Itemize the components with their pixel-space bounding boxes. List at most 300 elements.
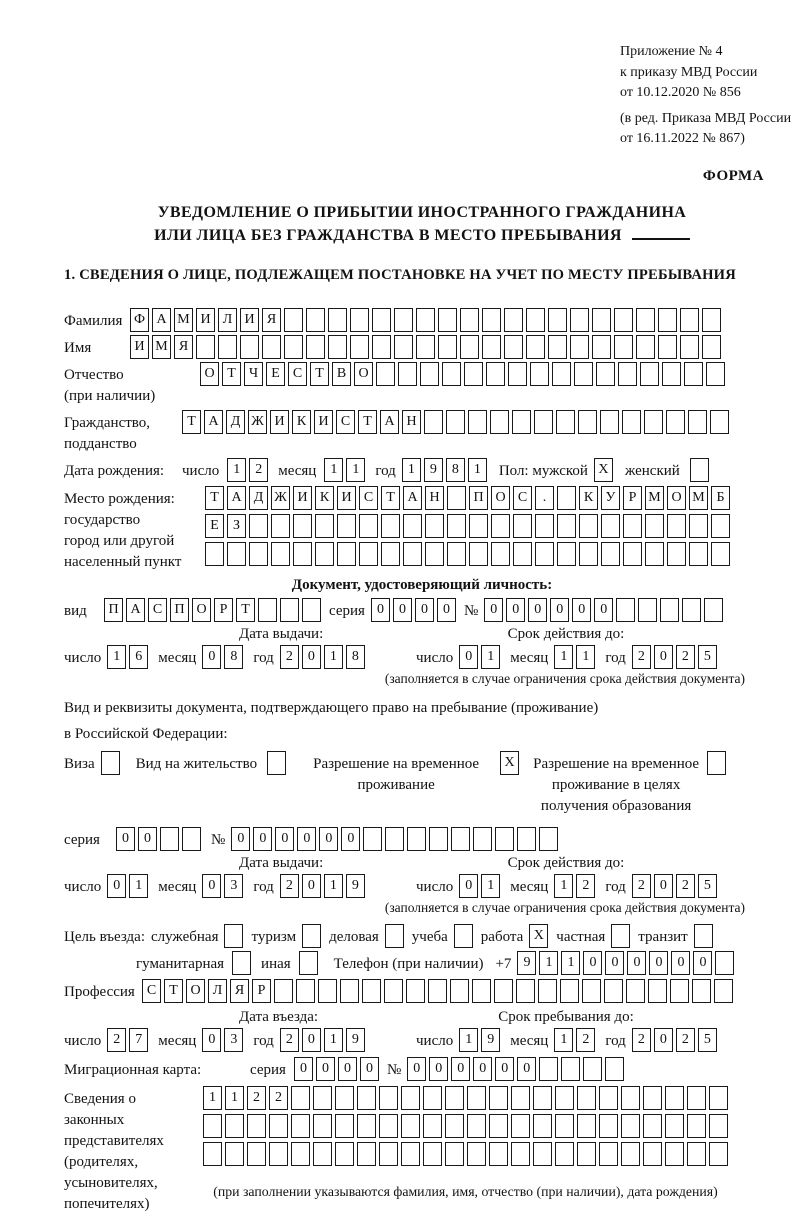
char-cell[interactable] [271, 542, 290, 566]
char-cell[interactable]: 0 [654, 645, 673, 669]
sex-male-checkbox[interactable] [594, 458, 613, 482]
doc-kind-boxes[interactable] [104, 598, 321, 622]
char-cell[interactable] [335, 1142, 354, 1166]
char-cell[interactable] [376, 362, 395, 386]
char-cell[interactable]: 2 [576, 874, 595, 898]
char-cell[interactable] [445, 1114, 464, 1138]
char-cell[interactable] [707, 751, 726, 775]
char-cell[interactable]: Н [402, 410, 421, 434]
char-cell[interactable] [335, 1086, 354, 1110]
char-cell[interactable] [561, 1057, 580, 1081]
purpose-business-checkbox[interactable] [385, 924, 404, 948]
char-cell[interactable] [577, 1114, 596, 1138]
char-cell[interactable]: 1 [576, 645, 595, 669]
char-cell[interactable] [306, 308, 325, 332]
char-cell[interactable]: 0 [437, 598, 456, 622]
char-cell[interactable] [491, 514, 510, 538]
patronymic-boxes[interactable] [200, 362, 725, 386]
char-cell[interactable] [350, 335, 369, 359]
char-cell[interactable] [249, 514, 268, 538]
given-name-boxes[interactable] [130, 335, 721, 359]
char-cell[interactable] [711, 542, 730, 566]
char-cell[interactable]: X [529, 924, 548, 948]
char-cell[interactable] [468, 410, 487, 434]
char-cell[interactable] [401, 1086, 420, 1110]
char-cell[interactable]: 8 [446, 458, 465, 482]
char-cell[interactable] [425, 514, 444, 538]
char-cell[interactable]: И [293, 486, 312, 510]
char-cell[interactable] [548, 335, 567, 359]
char-cell[interactable] [621, 1086, 640, 1110]
char-cell[interactable]: Т [205, 486, 224, 510]
char-cell[interactable] [511, 1114, 530, 1138]
representatives-boxes-row1[interactable] [203, 1086, 728, 1110]
char-cell[interactable] [442, 362, 461, 386]
char-cell[interactable] [578, 410, 597, 434]
char-cell[interactable] [328, 308, 347, 332]
char-cell[interactable]: 0 [550, 598, 569, 622]
char-cell[interactable]: 2 [676, 874, 695, 898]
char-cell[interactable] [526, 308, 545, 332]
purpose-private-checkbox[interactable] [611, 924, 630, 948]
char-cell[interactable]: А [204, 410, 223, 434]
purpose-study-checkbox[interactable] [454, 924, 473, 948]
char-cell[interactable] [350, 308, 369, 332]
char-cell[interactable] [359, 542, 378, 566]
visa-checkbox[interactable] [101, 751, 120, 775]
char-cell[interactable]: Д [226, 410, 245, 434]
char-cell[interactable] [611, 924, 630, 948]
residence-issue-year-boxes[interactable] [280, 874, 365, 898]
char-cell[interactable] [592, 335, 611, 359]
char-cell[interactable]: 0 [459, 645, 478, 669]
char-cell[interactable]: С [148, 598, 167, 622]
char-cell[interactable] [490, 410, 509, 434]
char-cell[interactable] [313, 1142, 332, 1166]
char-cell[interactable] [666, 410, 685, 434]
char-cell[interactable] [618, 362, 637, 386]
char-cell[interactable]: Т [381, 486, 400, 510]
char-cell[interactable]: X [500, 751, 519, 775]
char-cell[interactable] [644, 410, 663, 434]
char-cell[interactable] [381, 514, 400, 538]
char-cell[interactable]: 1 [129, 874, 148, 898]
char-cell[interactable] [423, 1086, 442, 1110]
char-cell[interactable] [599, 1086, 618, 1110]
char-cell[interactable]: X [594, 458, 613, 482]
char-cell[interactable]: Я [262, 308, 281, 332]
char-cell[interactable]: У [601, 486, 620, 510]
char-cell[interactable]: 0 [605, 951, 624, 975]
temporary-residence-checkbox[interactable] [500, 751, 519, 775]
char-cell[interactable] [621, 1114, 640, 1138]
char-cell[interactable]: И [337, 486, 356, 510]
char-cell[interactable]: 0 [302, 645, 321, 669]
char-cell[interactable] [247, 1114, 266, 1138]
char-cell[interactable]: 0 [429, 1057, 448, 1081]
char-cell[interactable]: 1 [554, 645, 573, 669]
doc-issue-day-boxes[interactable] [107, 645, 148, 669]
char-cell[interactable] [313, 1086, 332, 1110]
char-cell[interactable]: А [380, 410, 399, 434]
char-cell[interactable] [247, 1142, 266, 1166]
char-cell[interactable]: 1 [324, 1028, 343, 1052]
char-cell[interactable] [534, 410, 553, 434]
char-cell[interactable] [687, 1114, 706, 1138]
char-cell[interactable]: М [152, 335, 171, 359]
char-cell[interactable] [467, 1114, 486, 1138]
char-cell[interactable] [570, 335, 589, 359]
char-cell[interactable]: М [174, 308, 193, 332]
char-cell[interactable]: Т [164, 979, 183, 1003]
char-cell[interactable] [293, 514, 312, 538]
char-cell[interactable] [335, 1114, 354, 1138]
char-cell[interactable] [337, 514, 356, 538]
char-cell[interactable]: И [270, 410, 289, 434]
char-cell[interactable]: 0 [415, 598, 434, 622]
char-cell[interactable]: М [689, 486, 708, 510]
char-cell[interactable] [379, 1114, 398, 1138]
char-cell[interactable]: 5 [698, 645, 717, 669]
char-cell[interactable] [385, 827, 404, 851]
char-cell[interactable] [709, 1086, 728, 1110]
char-cell[interactable]: 0 [459, 874, 478, 898]
char-cell[interactable] [423, 1114, 442, 1138]
char-cell[interactable] [517, 827, 536, 851]
temporary-residence-education-checkbox[interactable] [707, 751, 726, 775]
char-cell[interactable] [665, 1142, 684, 1166]
char-cell[interactable]: С [142, 979, 161, 1003]
char-cell[interactable]: 0 [393, 598, 412, 622]
purpose-tourism-checkbox[interactable] [302, 924, 321, 948]
char-cell[interactable] [689, 514, 708, 538]
char-cell[interactable] [491, 542, 510, 566]
char-cell[interactable]: М [645, 486, 664, 510]
char-cell[interactable] [296, 979, 315, 1003]
char-cell[interactable]: 0 [275, 827, 294, 851]
char-cell[interactable] [533, 1142, 552, 1166]
char-cell[interactable] [447, 514, 466, 538]
char-cell[interactable] [284, 335, 303, 359]
char-cell[interactable]: 1 [203, 1086, 222, 1110]
char-cell[interactable]: 0 [302, 874, 321, 898]
char-cell[interactable]: 0 [360, 1057, 379, 1081]
char-cell[interactable] [688, 410, 707, 434]
char-cell[interactable]: Ж [248, 410, 267, 434]
char-cell[interactable] [692, 979, 711, 1003]
char-cell[interactable]: Б [711, 486, 730, 510]
char-cell[interactable] [394, 335, 413, 359]
char-cell[interactable] [420, 362, 439, 386]
char-cell[interactable] [604, 979, 623, 1003]
doc-issue-year-boxes[interactable] [280, 645, 365, 669]
char-cell[interactable]: Т [222, 362, 241, 386]
char-cell[interactable] [218, 335, 237, 359]
char-cell[interactable]: 2 [280, 645, 299, 669]
char-cell[interactable] [473, 827, 492, 851]
char-cell[interactable]: А [152, 308, 171, 332]
char-cell[interactable] [643, 1086, 662, 1110]
char-cell[interactable] [225, 1142, 244, 1166]
char-cell[interactable] [469, 542, 488, 566]
char-cell[interactable] [680, 308, 699, 332]
purpose-other-checkbox[interactable] [299, 951, 318, 975]
char-cell[interactable] [302, 924, 321, 948]
char-cell[interactable]: 9 [517, 951, 536, 975]
char-cell[interactable]: К [315, 486, 334, 510]
representatives-boxes-row3[interactable] [203, 1142, 728, 1166]
char-cell[interactable]: Р [252, 979, 271, 1003]
char-cell[interactable] [460, 308, 479, 332]
char-cell[interactable] [447, 542, 466, 566]
option-temporary-residence[interactable]: Разрешение на временное проживание X [298, 751, 519, 796]
char-cell[interactable] [203, 1142, 222, 1166]
char-cell[interactable] [621, 1142, 640, 1166]
char-cell[interactable]: П [170, 598, 189, 622]
char-cell[interactable] [403, 542, 422, 566]
representatives-boxes-row2[interactable] [203, 1114, 728, 1138]
char-cell[interactable]: 0 [451, 1057, 470, 1081]
char-cell[interactable]: 0 [116, 827, 135, 851]
char-cell[interactable]: 1 [468, 458, 487, 482]
char-cell[interactable] [249, 542, 268, 566]
char-cell[interactable]: Р [214, 598, 233, 622]
option-residence-permit[interactable]: Вид на жительство [136, 751, 286, 775]
char-cell[interactable] [694, 924, 713, 948]
residence-number-boxes[interactable] [231, 827, 558, 851]
char-cell[interactable]: 0 [107, 874, 126, 898]
char-cell[interactable] [504, 308, 523, 332]
char-cell[interactable] [486, 362, 505, 386]
char-cell[interactable]: З [227, 514, 246, 538]
char-cell[interactable] [340, 979, 359, 1003]
char-cell[interactable] [482, 308, 501, 332]
migration-series-boxes[interactable] [294, 1057, 379, 1081]
char-cell[interactable] [579, 542, 598, 566]
char-cell[interactable] [665, 1114, 684, 1138]
char-cell[interactable]: 1 [324, 458, 343, 482]
char-cell[interactable] [596, 362, 615, 386]
char-cell[interactable] [258, 598, 277, 622]
char-cell[interactable] [592, 308, 611, 332]
char-cell[interactable]: П [104, 598, 123, 622]
char-cell[interactable]: 1 [459, 1028, 478, 1052]
char-cell[interactable] [284, 308, 303, 332]
char-cell[interactable]: 0 [202, 645, 221, 669]
char-cell[interactable] [670, 979, 689, 1003]
char-cell[interactable] [512, 410, 531, 434]
char-cell[interactable]: О [667, 486, 686, 510]
char-cell[interactable]: 0 [294, 1057, 313, 1081]
char-cell[interactable]: 1 [225, 1086, 244, 1110]
char-cell[interactable] [472, 979, 491, 1003]
char-cell[interactable]: 1 [402, 458, 421, 482]
char-cell[interactable]: 8 [346, 645, 365, 669]
option-visa[interactable]: Виза [64, 751, 120, 775]
char-cell[interactable] [467, 1086, 486, 1110]
char-cell[interactable] [407, 827, 426, 851]
char-cell[interactable]: И [196, 308, 215, 332]
char-cell[interactable] [262, 335, 281, 359]
char-cell[interactable] [645, 542, 664, 566]
char-cell[interactable]: Т [236, 598, 255, 622]
char-cell[interactable]: Я [230, 979, 249, 1003]
char-cell[interactable]: 1 [554, 1028, 573, 1052]
char-cell[interactable]: 0 [341, 827, 360, 851]
char-cell[interactable]: К [579, 486, 598, 510]
char-cell[interactable] [357, 1114, 376, 1138]
char-cell[interactable] [445, 1142, 464, 1166]
char-cell[interactable]: В [332, 362, 351, 386]
char-cell[interactable]: Р [623, 486, 642, 510]
char-cell[interactable] [438, 335, 457, 359]
char-cell[interactable] [406, 979, 425, 1003]
char-cell[interactable] [636, 308, 655, 332]
char-cell[interactable] [682, 598, 701, 622]
char-cell[interactable]: 2 [269, 1086, 288, 1110]
char-cell[interactable] [640, 362, 659, 386]
char-cell[interactable] [232, 951, 251, 975]
char-cell[interactable]: 5 [698, 874, 717, 898]
char-cell[interactable] [710, 410, 729, 434]
char-cell[interactable] [552, 362, 571, 386]
char-cell[interactable] [489, 1114, 508, 1138]
char-cell[interactable]: С [336, 410, 355, 434]
entry-month-boxes[interactable] [202, 1028, 243, 1052]
residence-expiry-year-boxes[interactable] [632, 874, 717, 898]
char-cell[interactable] [357, 1142, 376, 1166]
char-cell[interactable] [538, 979, 557, 1003]
char-cell[interactable] [337, 542, 356, 566]
char-cell[interactable] [101, 751, 120, 775]
doc-expiry-month-boxes[interactable] [554, 645, 595, 669]
char-cell[interactable] [328, 335, 347, 359]
char-cell[interactable] [495, 827, 514, 851]
char-cell[interactable] [160, 827, 179, 851]
char-cell[interactable] [557, 514, 576, 538]
char-cell[interactable] [489, 1142, 508, 1166]
char-cell[interactable]: 1 [539, 951, 558, 975]
doc-number-boxes[interactable] [484, 598, 723, 622]
char-cell[interactable] [526, 335, 545, 359]
char-cell[interactable] [638, 598, 657, 622]
char-cell[interactable]: 0 [671, 951, 690, 975]
char-cell[interactable] [460, 335, 479, 359]
char-cell[interactable]: 2 [576, 1028, 595, 1052]
char-cell[interactable] [690, 458, 709, 482]
char-cell[interactable] [403, 514, 422, 538]
residence-series-boxes[interactable] [116, 827, 201, 851]
char-cell[interactable] [687, 1086, 706, 1110]
char-cell[interactable]: 1 [554, 874, 573, 898]
char-cell[interactable]: И [240, 308, 259, 332]
char-cell[interactable]: 0 [506, 598, 525, 622]
char-cell[interactable]: 0 [371, 598, 390, 622]
char-cell[interactable] [623, 514, 642, 538]
char-cell[interactable] [489, 1086, 508, 1110]
char-cell[interactable]: 2 [280, 874, 299, 898]
char-cell[interactable] [429, 827, 448, 851]
doc-series-boxes[interactable] [371, 598, 456, 622]
char-cell[interactable] [579, 514, 598, 538]
char-cell[interactable]: 2 [676, 645, 695, 669]
char-cell[interactable]: С [513, 486, 532, 510]
char-cell[interactable]: 2 [249, 458, 268, 482]
char-cell[interactable]: 0 [253, 827, 272, 851]
char-cell[interactable] [535, 514, 554, 538]
char-cell[interactable]: 0 [627, 951, 646, 975]
residence-issue-day-boxes[interactable] [107, 874, 148, 898]
char-cell[interactable]: 5 [698, 1028, 717, 1052]
char-cell[interactable] [363, 827, 382, 851]
char-cell[interactable] [450, 979, 469, 1003]
char-cell[interactable] [614, 308, 633, 332]
char-cell[interactable] [555, 1114, 574, 1138]
char-cell[interactable] [530, 362, 549, 386]
char-cell[interactable] [494, 979, 513, 1003]
entry-year-boxes[interactable] [280, 1028, 365, 1052]
char-cell[interactable] [583, 1057, 602, 1081]
char-cell[interactable] [269, 1142, 288, 1166]
char-cell[interactable] [570, 308, 589, 332]
char-cell[interactable] [482, 335, 501, 359]
char-cell[interactable]: 3 [224, 874, 243, 898]
char-cell[interactable]: 0 [202, 1028, 221, 1052]
char-cell[interactable] [599, 1142, 618, 1166]
char-cell[interactable]: 3 [224, 1028, 243, 1052]
char-cell[interactable] [280, 598, 299, 622]
char-cell[interactable]: 2 [632, 874, 651, 898]
char-cell[interactable]: О [491, 486, 510, 510]
char-cell[interactable] [446, 410, 465, 434]
birth-month-boxes[interactable] [324, 458, 365, 482]
char-cell[interactable] [582, 979, 601, 1003]
char-cell[interactable] [658, 308, 677, 332]
char-cell[interactable] [227, 542, 246, 566]
char-cell[interactable] [464, 362, 483, 386]
birth-place-boxes-row2[interactable] [205, 514, 730, 538]
char-cell[interactable] [577, 1142, 596, 1166]
char-cell[interactable]: 9 [346, 1028, 365, 1052]
char-cell[interactable] [623, 542, 642, 566]
char-cell[interactable]: 0 [297, 827, 316, 851]
char-cell[interactable]: 0 [407, 1057, 426, 1081]
purpose-work-checkbox[interactable] [529, 924, 548, 948]
char-cell[interactable]: 2 [676, 1028, 695, 1052]
char-cell[interactable]: А [126, 598, 145, 622]
char-cell[interactable] [445, 1086, 464, 1110]
char-cell[interactable]: 0 [473, 1057, 492, 1081]
citizenship-boxes[interactable] [182, 410, 729, 434]
char-cell[interactable] [689, 542, 708, 566]
char-cell[interactable]: 2 [280, 1028, 299, 1052]
char-cell[interactable]: 9 [481, 1028, 500, 1052]
char-cell[interactable] [385, 924, 404, 948]
char-cell[interactable] [225, 1114, 244, 1138]
char-cell[interactable]: Л [218, 308, 237, 332]
char-cell[interactable]: 1 [561, 951, 580, 975]
char-cell[interactable] [269, 1114, 288, 1138]
char-cell[interactable] [667, 542, 686, 566]
char-cell[interactable] [626, 979, 645, 1003]
char-cell[interactable] [438, 308, 457, 332]
stay-month-boxes[interactable] [554, 1028, 595, 1052]
stay-day-boxes[interactable] [459, 1028, 500, 1052]
purpose-humanitarian-checkbox[interactable] [232, 951, 251, 975]
char-cell[interactable]: 1 [324, 874, 343, 898]
surname-boxes[interactable] [130, 308, 721, 332]
char-cell[interactable]: 1 [324, 645, 343, 669]
